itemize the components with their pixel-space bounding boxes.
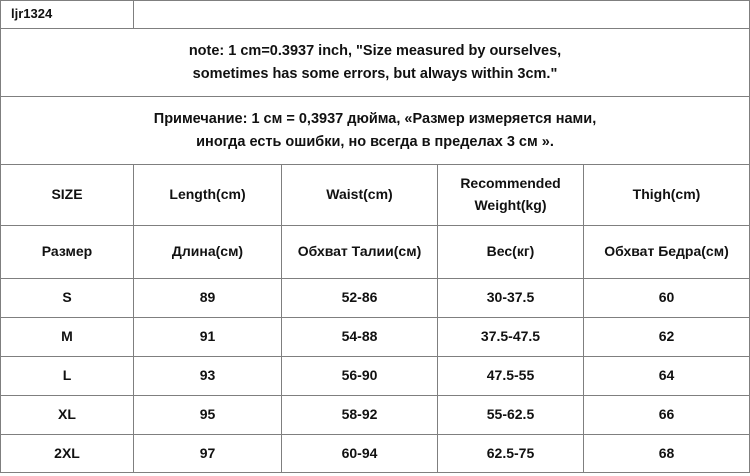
cell-length: 95 (134, 396, 282, 435)
note-en-line-1: note: 1 cm=0.3937 inch, "Size measured by ourselves, (188, 43, 562, 60)
cell-weight: 30-37.5 (438, 279, 584, 318)
cell-size: M (1, 318, 134, 357)
header-ru-weight: Вес(кг) (438, 226, 584, 279)
note-ru-line-1: Примечание: 1 см = 0,3937 дюйма, «Размер измеряется нами, (153, 111, 597, 128)
cell-thigh: 68 (584, 435, 750, 473)
cell-length: 93 (134, 357, 282, 396)
cell-waist: 56-90 (282, 357, 438, 396)
header-size: SIZE (1, 165, 134, 226)
cell-length: 91 (134, 318, 282, 357)
header-ru-thigh: Обхват Бедра(см) (584, 226, 750, 279)
table-row (1, 318, 750, 357)
note-en-row (1, 29, 750, 97)
cell-size: L (1, 357, 134, 396)
table-row (1, 435, 750, 473)
cell-size: XL (1, 396, 134, 435)
header-weight: Recommended Weight(kg) (438, 165, 584, 226)
header-ru-waist: Обхват Талии(см) (282, 226, 438, 279)
table-row (1, 396, 750, 435)
cell-length: 89 (134, 279, 282, 318)
header-waist: Waist(cm) (282, 165, 438, 226)
cell-waist: 60-94 (282, 435, 438, 473)
header-ru-length: Длина(см) (134, 226, 282, 279)
cell-thigh: 64 (584, 357, 750, 396)
cell-size: S (1, 279, 134, 318)
note-ru-row (1, 97, 750, 165)
cell-length: 97 (134, 435, 282, 473)
note-ru-line-2: иногда есть ошибки, но всегда в пределах 3 см ». (196, 133, 554, 150)
header-en-row (1, 165, 750, 226)
cell-thigh: 60 (584, 279, 750, 318)
cell-thigh: 66 (584, 396, 750, 435)
note-ru (1, 97, 750, 165)
cell-size: 2XL (1, 435, 134, 473)
note-en-line-2: sometimes has some errors, but always within 3cm." (192, 65, 558, 82)
header-ru-size: Размер (1, 226, 134, 279)
note-en (1, 29, 750, 97)
table-row (1, 357, 750, 396)
cell-waist: 54-88 (282, 318, 438, 357)
code-row (1, 1, 750, 29)
product-code: ljr1324 (1, 1, 134, 29)
cell-weight: 47.5-55 (438, 357, 584, 396)
cell-thigh: 62 (584, 318, 750, 357)
header-length: Length(cm) (134, 165, 282, 226)
header-ru-row (1, 226, 750, 279)
cell-weight: 62.5-75 (438, 435, 584, 473)
cell-waist: 52-86 (282, 279, 438, 318)
cell-waist: 58-92 (282, 396, 438, 435)
cell-weight: 37.5-47.5 (438, 318, 584, 357)
blank-cell (134, 1, 750, 29)
table-row (1, 279, 750, 318)
cell-weight: 55-62.5 (438, 396, 584, 435)
header-thigh: Thigh(cm) (584, 165, 750, 226)
